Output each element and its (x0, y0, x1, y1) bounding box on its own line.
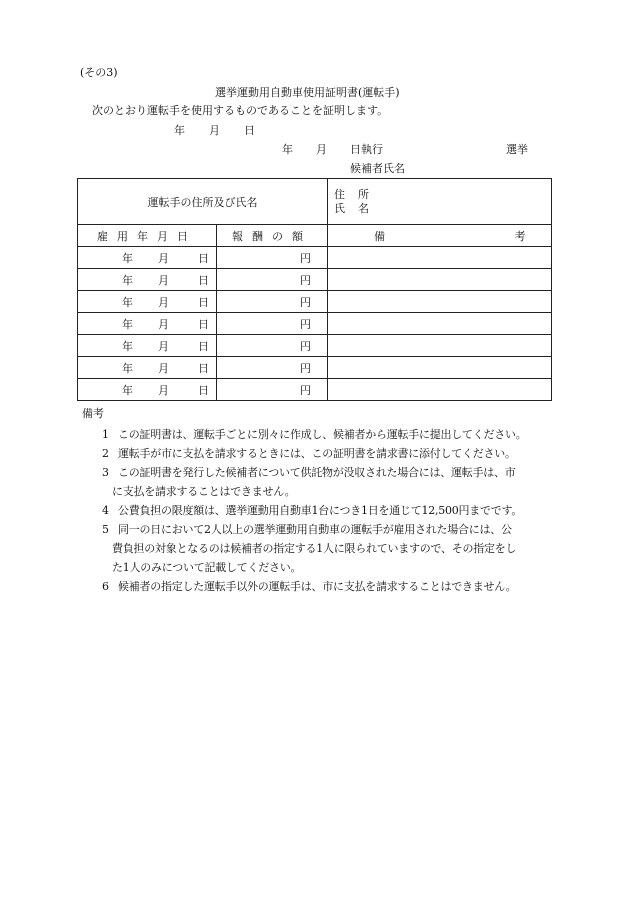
fee-cell[interactable]: 円 (217, 291, 328, 313)
driver-usage-table (77, 178, 552, 401)
election-label: 選挙 (506, 143, 528, 156)
driver-info-cell[interactable] (328, 179, 552, 225)
employment-date-cell[interactable]: 年 月 日 (78, 335, 217, 357)
address-label: 住 所 (334, 187, 369, 201)
note-number: 1 (102, 428, 109, 441)
section-label: (その3) (80, 66, 118, 79)
note-number: 3 (102, 466, 109, 479)
driver-address-name-label: 運転手の住所及び氏名 (147, 195, 258, 209)
note-text: 費負担の対象となるのは候補者の指定する1人に限られていますので、その指定をし (112, 542, 517, 555)
table-row (78, 247, 552, 269)
note-item (80, 444, 570, 463)
note-item (80, 577, 570, 596)
employment-date-cell[interactable]: 年 月 日 (78, 269, 217, 291)
note-number: 4 (102, 504, 109, 517)
employment-date-cell[interactable]: 年 月 日 (78, 247, 217, 269)
cert-date-day: 日 (244, 124, 255, 137)
exec-date-year: 年 (282, 143, 293, 156)
note-number: 5 (102, 523, 109, 536)
cert-date-year: 年 (174, 124, 185, 137)
col-fee: 報酬の額 (217, 225, 328, 247)
remarks-cell[interactable] (328, 269, 552, 291)
employment-date-cell[interactable]: 年 月 日 (78, 379, 217, 401)
fee-cell[interactable]: 円 (217, 379, 328, 401)
table-row (78, 269, 552, 291)
note-text: 候補者の指定した運転手以外の運転手は、市に支払を請求することはできません。 (118, 580, 517, 593)
note-item (80, 463, 570, 501)
note-item (80, 501, 570, 520)
note-item (80, 425, 570, 444)
note-number: 6 (102, 580, 109, 593)
col-employment-date: 雇用年月日 (78, 225, 217, 247)
table-row (78, 291, 552, 313)
table-row (78, 313, 552, 335)
cert-date-month: 月 (209, 124, 220, 137)
remarks-cell[interactable] (328, 357, 552, 379)
driver-label-cell (78, 179, 328, 225)
fee-cell[interactable]: 円 (217, 313, 328, 335)
note-text: た1人のみについて記載してください。 (112, 561, 302, 574)
employment-date-cell[interactable]: 年 月 日 (78, 313, 217, 335)
certification-statement: 次のとおり運転手を使用するものであることを証明します。 (92, 104, 389, 117)
remarks-cell[interactable] (328, 247, 552, 269)
note-number: 2 (102, 447, 109, 460)
notes-heading: 備考 (82, 407, 104, 420)
note-text: 公費負担の限度額は、選挙運動用自動車1台につき1日を通じて12,500円までです。 (118, 504, 523, 517)
fee-cell[interactable]: 円 (217, 247, 328, 269)
remarks-cell[interactable] (328, 313, 552, 335)
name-label: 氏 名 (334, 201, 369, 215)
table-row (78, 357, 552, 379)
note-text: この証明書は、運転手ごとに別々に作成し、候補者から運転手に提出してください。 (118, 428, 527, 441)
remarks-cell[interactable] (328, 291, 552, 313)
exec-date-day: 日執行 (350, 143, 383, 156)
document-title: 選挙運動用自動車使用証明書(運転手) (215, 86, 400, 99)
column-header-row (78, 225, 552, 247)
col-remarks: 備 考 (328, 225, 552, 247)
table-row (78, 379, 552, 401)
fee-cell[interactable]: 円 (217, 335, 328, 357)
employment-date-cell[interactable]: 年 月 日 (78, 291, 217, 313)
table-row (78, 335, 552, 357)
note-text: この証明書を発行した候補者について供託物が没収された場合には、運転手は、市 (118, 466, 516, 479)
note-text: に支払を請求することはできません。 (112, 485, 296, 498)
fee-cell[interactable]: 円 (217, 357, 328, 379)
driver-info-row (78, 179, 552, 225)
employment-date-cell[interactable]: 年 月 日 (78, 357, 217, 379)
remarks-cell[interactable] (328, 335, 552, 357)
note-item (80, 520, 570, 577)
exec-date-month: 月 (316, 143, 327, 156)
note-text: 同一の日において2人以上の選挙運動用自動車の運転手が雇用された場合には、公 (118, 523, 512, 536)
remarks-cell[interactable] (328, 379, 552, 401)
candidate-name-label: 候補者氏名 (350, 162, 405, 175)
notes-section (80, 407, 570, 596)
note-text: 運転手が市に支払を請求するときには、この証明書を請求書に添付してください。 (118, 447, 516, 460)
fee-cell[interactable]: 円 (217, 269, 328, 291)
